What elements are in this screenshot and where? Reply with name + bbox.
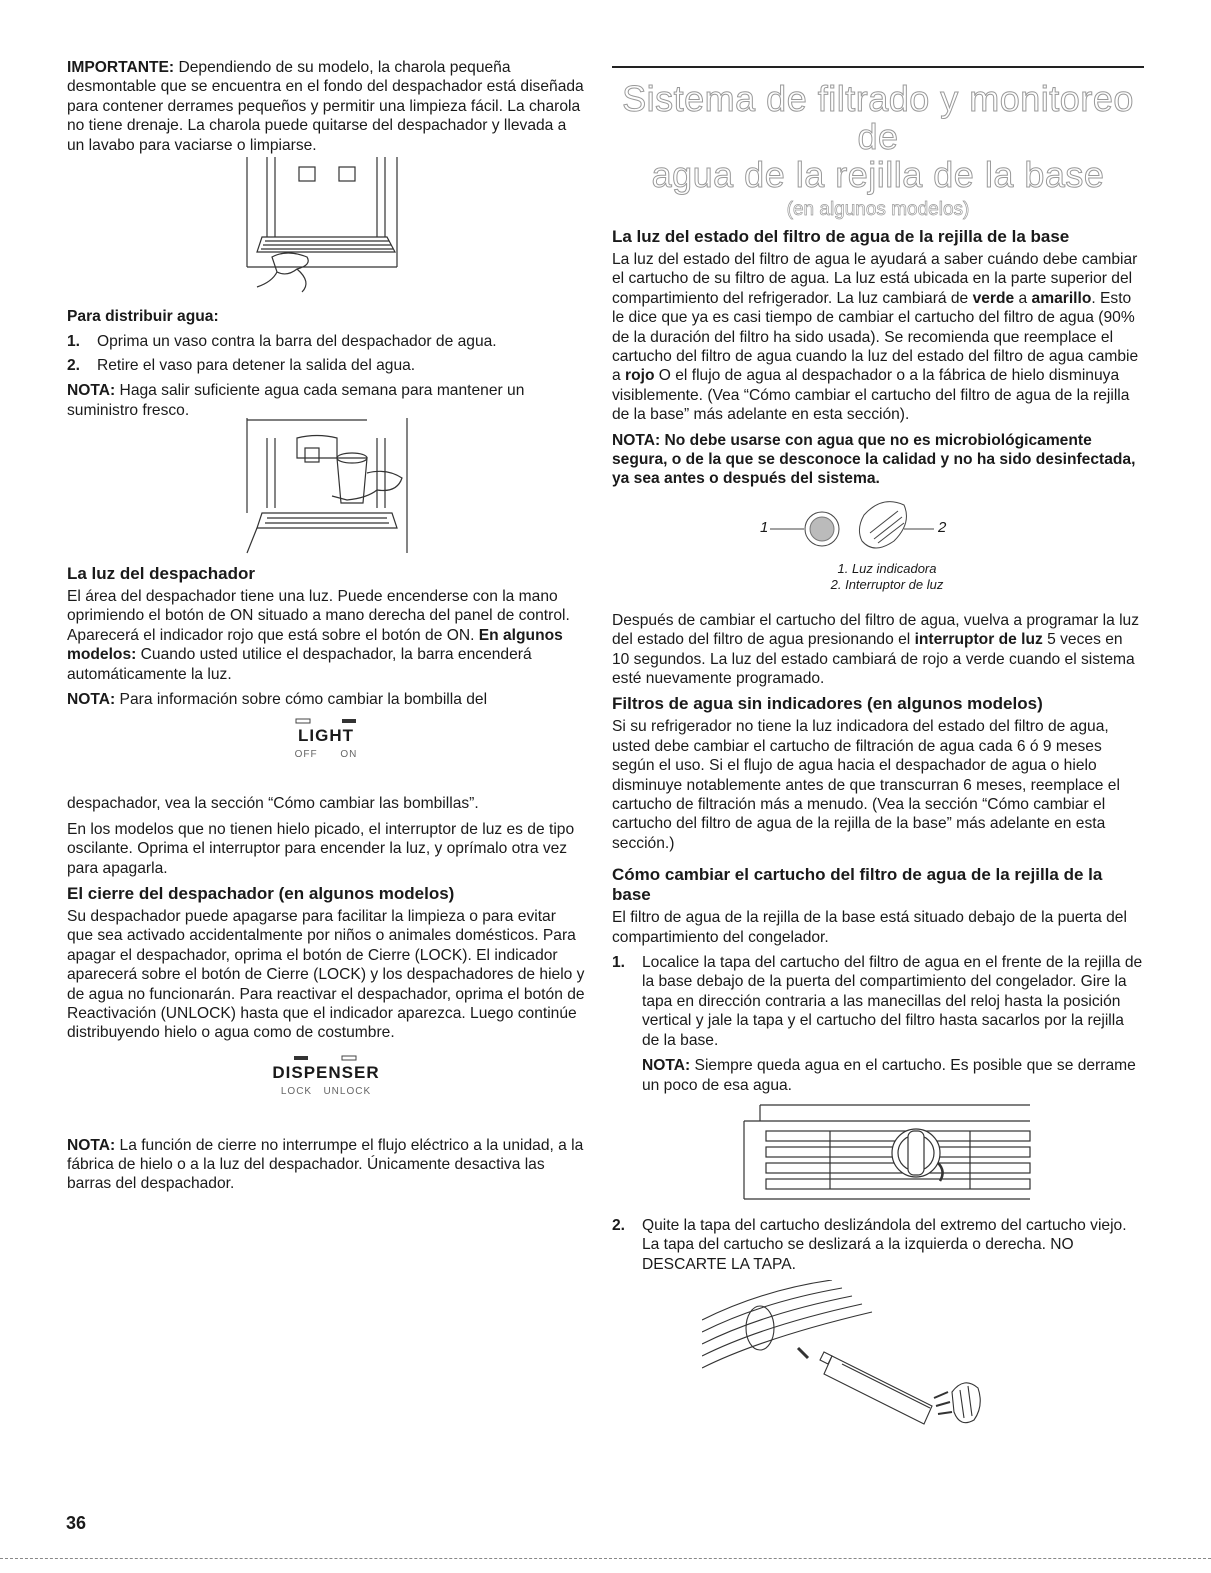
despues-paragraph: Después de cambiar el cartucho del filtro de agua, vuelva a programar la luz del estado del filtro de agua presionando el interruptor de luz 5 veces en 10 segundos. La luz del estado cambiará de rojo a verde cuando el sistema esté nuevamente programado.: [612, 611, 1140, 687]
nota-agua-fresca: NOTA: Haga salir suficiente agua cada semana para mantener un suministro fresco.: [67, 382, 525, 419]
list-item: 1. Oprima un vaso contra la barra del despachador de agua.: [67, 333, 497, 351]
light-indicators: [226, 716, 426, 726]
dispenser-control-panel: [226, 1053, 426, 1102]
dispenser-label: DISPENSER: [272, 1062, 380, 1082]
light-control-panel: [226, 716, 426, 765]
indicator-figure: [612, 495, 1144, 561]
lock-button[interactable]: LOCK: [280, 1086, 313, 1098]
figure-caption: 1. Luz indicadora 2. Interruptor de luz: [830, 560, 944, 592]
page-bottom-rule: [0, 1558, 1211, 1559]
light-label: LIGHT: [298, 725, 354, 745]
cambiar-steps-2: [612, 1216, 1144, 1274]
left-column: [67, 58, 585, 1200]
nota-bombilla-cont: despachador, vea la sección “Cómo cambiar las bombillas”.: [67, 795, 479, 813]
cartridge-removal-illustration: [702, 1280, 1032, 1430]
unlock-button[interactable]: UNLOCK: [323, 1086, 372, 1098]
nota-cartucho: NOTA: Siempre queda agua en el cartucho. Es posible que se derrame un poco de esa agua.: [642, 1057, 1136, 1094]
on-button[interactable]: ON: [340, 748, 358, 760]
luz-estado-heading: La luz del estado del filtro de agua de la rejilla de la base: [612, 226, 1070, 246]
filter-cartridge-icon: [824, 1356, 932, 1424]
section-subtitle: (en algunos modelos): [786, 198, 970, 220]
list-item: 2. Quite la tapa del cartucho deslizándola del extremo del cartucho viejo. La tapa del cartucho se deslizará a la izquierda o derecha. NO DESCARTE LA TAPA.: [612, 1216, 1127, 1273]
lock-indicator: [294, 1056, 308, 1060]
nota-microbiologica: NOTA: No debe usarse con agua que no es microbiológicamente segura, o de la que se desconoce la calidad y no ha sido desinfectada, ya sea antes o después del sistema.: [612, 431, 1136, 488]
cambiar-steps: [612, 953, 1144, 1095]
list-item: 1. Localice la tapa del cartucho del filtro de agua en el frente de la rejilla de la base debajo de la puerta del compartimiento del congelador. Gire la tapa en dirección contraria a las manecillas del reloj hasta la posición vertical y jale la tapa y el cartucho del filtro hasta sacarlos por la rejilla de la base. NOTA: Siempre queda agua en el cartucho. Es posible que se derrame un poco de esa agua.: [612, 954, 1143, 1094]
section-title: Sistema de filtrado y monitoreo de agua de la rejilla de la base: [622, 77, 1134, 195]
importante-label: IMPORTANTE:: [67, 59, 175, 76]
interruptor-oscilante-paragraph: En los modelos que no tienen hielo picado, el interruptor de luz es de tipo oscilante. Oprima el interruptor para encender la luz, y oprímalo otra vez para apagarla.: [67, 820, 575, 877]
luz-despachador-paragraph: El área del despachador tiene una luz. Puede encenderse con la mano oprimiendo el botón de ON situado a mano derecha del panel de control. Aparecerá el indicador rojo que está sobre el botón de ON. En algunos modelos: Cuando usted utilice el despachador, la barra encenderá automáticamente la luz.: [67, 588, 570, 683]
base-grille-illustration: [740, 1101, 1040, 1206]
distribuir-steps: [67, 332, 585, 375]
fig-label-2: 2: [938, 518, 947, 536]
dispenser-indicators: [226, 1053, 426, 1063]
glass-dispenser-illustration: [227, 418, 427, 558]
luz-despachador-heading: La luz del despachador: [67, 564, 255, 584]
para-distribuir-heading: Para distribuir agua:: [67, 308, 219, 326]
como-cambiar-heading: Cómo cambiar el cartucho del filtro de agua de la rejilla de la base: [612, 865, 1103, 905]
dispenser-buttons: [226, 1082, 426, 1101]
light-buttons: [226, 745, 426, 764]
drip-tray-illustration: [217, 157, 417, 307]
cierre-heading: El cierre del despachador (en algunos modelos): [67, 883, 455, 903]
page-number: 36: [66, 1513, 87, 1533]
nota-cierre: NOTA: La función de cierre no interrumpe el flujo eléctrico a la unidad, a la fábrica de hielo o a la luz del despachador. Únicamente desactiva las barras del despachador.: [67, 1136, 584, 1193]
section-rule: [612, 66, 1144, 68]
light-switch-icon: [859, 501, 906, 547]
sin-indicadores-heading: Filtros de agua sin indicadores (en algunos modelos): [612, 694, 1043, 714]
unlock-indicator: [342, 1056, 356, 1060]
sin-indicadores-paragraph: Si su refrigerador no tiene la luz indicadora del estado del filtro de agua, usted debe cambiar el cartucho de filtración de agua cada 6 ó 9 meses según el uso. Si el flujo de agua hacia el despachador de agua o hielo disminuye notablemente antes de que transcurran 6 meses, reemplace el cartucho de filtración más a menudo. (Vea la sección “Cómo cambiar el cartucho del filtro de agua de la rejilla de la base” más adelante en esta sección.): [612, 718, 1120, 852]
cierre-paragraph: Su despachador puede apagarse para facilitar la limpieza o para evitar que sea activado accidentalmente por niños o animales domésticos. Para apagar el despachador, oprima el botón de Cierre (LOCK). El indicador aparecerá sobre el botón de Cierre (LOCK) y los despachadores de hielo y de agua no funcionarán. Para reactivar el despachador, oprima el botón de Reactivación (UNLOCK) hasta que el indicador aparezca. Luego continúe distribuyendo hielo o agua como de costumbre.: [67, 907, 585, 1042]
importante-paragraph: IMPORTANTE: Dependiendo de su modelo, la charola pequeña desmontable que se encuentra en el fondo del despachador está diseñada para contener derrames pequeños y permitir una limpieza fácil. La charola no tiene drenaje. La charola puede quitarse del despachador y llevada a un lavabo para vaciarse o limpiarse.: [67, 59, 584, 154]
off-button[interactable]: OFF: [294, 748, 318, 760]
off-indicator: [296, 719, 310, 723]
list-item: 2. Retire el vaso para detener la salida del agua.: [67, 356, 416, 374]
fig-label-1: 1: [760, 518, 769, 536]
on-indicator: [342, 719, 356, 723]
nota-bombilla: NOTA: Para información sobre cómo cambiar la bombilla del: [67, 691, 488, 709]
right-column: [612, 60, 1144, 1430]
cartridge-cap-icon: [952, 1383, 980, 1423]
como-cambiar-paragraph: El filtro de agua de la rejilla de la base está situado debajo de la puerta del compartimiento del congelador.: [612, 909, 1127, 946]
luz-estado-paragraph: La luz del estado del filtro de agua le ayudará a saber cuándo debe cambiar el cartucho de su filtro de agua. La luz está ubicada en la parte superior del compartimiento del refrigerador. La luz cambiará de verde a amarillo. Esto le dice que ya es casi tiempo de cambiar el cartucho del filtro de agua (90% de la duración del filtro ha sido usada). Se recomienda que reemplace el cartucho del filtro de agua cuando la luz del estado del filtro de agua cambie a rojo O el flujo de agua al despachador o a la fábrica de hielo disminuya visiblemente. (Vea “Cómo cambiar el cartucho del filtro de agua de la rejilla de la base” más adelante en esta sección).: [612, 250, 1139, 424]
